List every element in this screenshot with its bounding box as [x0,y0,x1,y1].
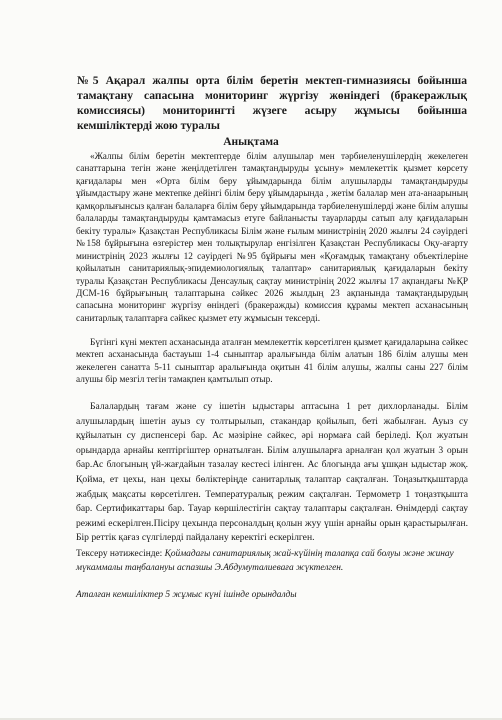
inspection-result [76,547,468,576]
document-heading: Анықтама [223,136,279,148]
result-label: Тексеру нәтижесінде: [76,549,163,559]
paragraph-3: Балалардың тағам және су ішетін ыдыстары аптасына 1 рет дихлорланады. Білім алушылардың ішетін ауыз су толтырылып, стакандар қойылып, беті жабылған. Ауыз су құйылатын су диспенсері бар. Ас мәзіріне сәйкес, әрі нормаға сай беріледі. Қол жуатын орындарда арнайы кептіргіштер орнатылған. Білім алушыларға арналған қол жуатын 3 орын бар.Ас блогының үй-жағдайын тазалау кестесі ілінген. Ас блогында ағы ұшқан ыдыстар жоқ. Қойма, ет цехы, нан цехы бөліктеріңде санитарлық талаптар сақталған. Тоңазытқыштарда жабдық мақсаты көрсетілген. Температуралық режим сақталған. Термометр 1 тоңазтқышта бар. Сертификаттары бар. Тауар көршілестігін сақтау талаптары сақталған. Өнімдерді сақтау режимі ескерілген.Пісіру цехында персоналдың қолын жуу үшін арнайы орын қарастырылған. Бір реттік қағаз сүлгілерді пайдалану керектігі ескерілген. [76,401,468,544]
footer-note: Аталған кемшіліктер 5 жұмыс күні ішінде орындалды [76,590,297,600]
result-text: Қоймадағы санитариялық жай-күйінің талапқа сай болуы және жинау мүкаммалы таңбалануы аспазшы Э.Абдумуталиеваға жүктелген. [76,549,454,574]
paragraph-1: «Жалпы білім беретін мектептерде білім алушылар мен тәрбиеленушілердің жекелеген санаттарына тегін және жеңілдетілген тамақтандыруды ұсыну» мемлекеттік қызмет көрсету қағидалары мен «Орта білім беру ұйымдарында білім алушыларды тамақтандыруды ұйымдастыру және мектепке дейінгі білім беру ұйымдарында , жетім балалар мен ата-анаарының қамқорлығынсыз қалған балаларға білім беру ұйымдарында тәрбиеленушілерді және білім алушы балаларды тамақтандыруды қамтамасыз етуге байланысты тауарларды сатып алу қағидаларын бекіту туралы» Қазақстан Республикасы Білім және ғылым министрінің 2020 жылғы 24 сәуірдегі №158 бұйрығына өзгерістер мен толықтырулар енгізілген Қазақстан Республикасы Оқу-ағарту министрінің 2023 жылғы 12 сәуірдегі №95 бұйрығы мен «Қоғамдық тамақтану объектілеріне қойылатын санитариялық-эпидемиологиялық талаптар» санитариялық қағидаларын бекіту туралы Қазақстан Республикасы Денсаулық сақтау министрінің 2022 жылғы 17 ақпандағы №ҚР ДСМ-16 бұйрығының талаптарына сәйкес 2026 жылдың 23 ақпанында тамақтандырудың сапасына мониторинг жүргізу өніндегі (бракеражды) комиссия құрамы мектеп асханасының санитарлық талаптарға сәйкес қызмет ету жұмысын тексерді. [76,152,468,324]
paragraph-2: Бүгінгі күні мектеп асханасында аталған мемлекеттік көрсетілген қызмет қағидаларына сәйкес мектеп асханасында бастауыш 1-4 сыныптар аралығында білім алатын 186 білім алушы мен жекелеген санатта 5-11 сыныптар аралығында оқитын 41 білім алушы, жалпы саны 227 білім алушы бір мезгіл тегін тамақпен қамтылып отыр. [76,338,468,386]
document-title: №5 Ақарал жалпы орта білім беретін мектеп-гимназиясы бойынша тамақтану сапасына мониторинг жүргізу жөніндегі (бракеражлық комиссиясы) мониторингті жүзеге асыру жұмысы бойынша кемшіліктерді жою туралы [77,74,467,132]
